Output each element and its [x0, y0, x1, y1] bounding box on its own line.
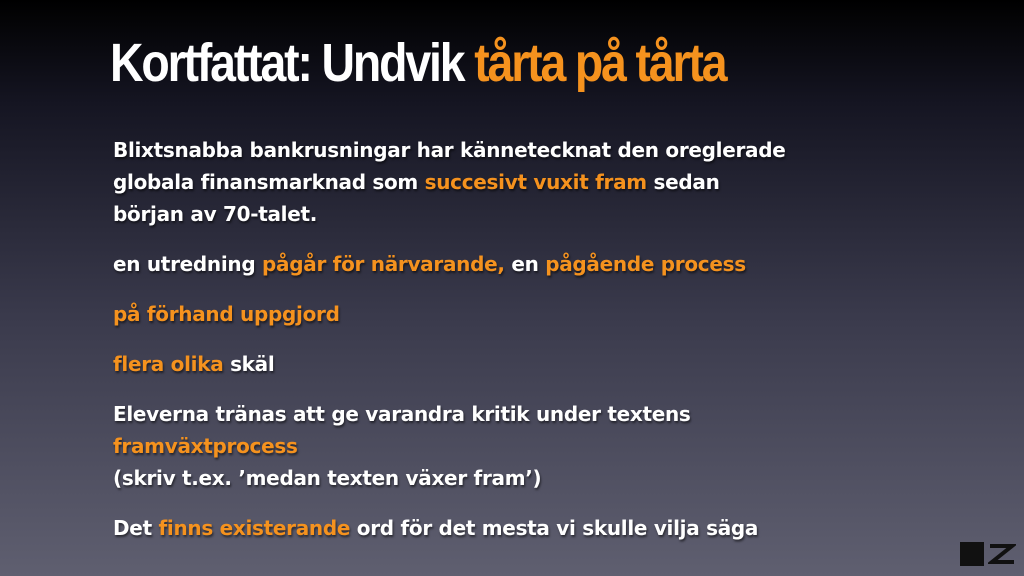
- highlighted-text: finns existerande: [158, 516, 351, 540]
- title-part-3: tårta på tårta: [474, 33, 726, 93]
- title-part-2: Undvik: [321, 33, 464, 93]
- text-line: [113, 198, 933, 230]
- paragraph: [113, 134, 933, 230]
- body-text: en: [504, 252, 546, 276]
- body-text: sedan: [646, 170, 720, 194]
- text-line: [113, 512, 933, 544]
- body-text: globala finansmarknad som: [113, 170, 425, 194]
- highlighted-text: flera olika: [113, 352, 224, 376]
- slide-body: [113, 134, 933, 562]
- paragraph: [113, 512, 933, 544]
- paragraph: [113, 248, 933, 280]
- text-line: [113, 462, 933, 494]
- slide-title: [110, 28, 725, 98]
- logo: [960, 542, 1016, 566]
- text-line: [113, 248, 933, 280]
- logo-zigzag-icon: [988, 542, 1016, 566]
- body-text: (skriv t.ex. ’medan texten växer fram’): [113, 466, 542, 490]
- title-part-1: Kortfattat:: [110, 33, 311, 93]
- text-line: [113, 430, 933, 462]
- highlighted-text: framväxtprocess: [113, 434, 298, 458]
- text-line: [113, 348, 933, 380]
- paragraph: [113, 398, 933, 494]
- text-line: [113, 134, 933, 166]
- body-text: ord för det mesta vi skulle vilja säga: [350, 516, 759, 540]
- body-text: Det: [113, 516, 159, 540]
- body-text: början av 70-talet.: [113, 202, 318, 226]
- highlighted-text: pågår för närvarande,: [262, 252, 505, 276]
- highlighted-text: på förhand uppgjord: [113, 302, 340, 326]
- text-line: [113, 166, 933, 198]
- logo-square-icon: [960, 542, 984, 566]
- body-text: Blixtsnabba bankrusningar har kännetecknat den oreglerade: [113, 138, 786, 162]
- text-line: [113, 298, 933, 330]
- paragraph: [113, 348, 933, 380]
- highlighted-text: succesivt vuxit fram: [424, 170, 647, 194]
- text-line: [113, 398, 933, 430]
- body-text: Eleverna tränas att ge varandra kritik under textens: [113, 402, 691, 426]
- body-text: skäl: [223, 352, 275, 376]
- highlighted-text: pågående process: [545, 252, 746, 276]
- paragraph: [113, 298, 933, 330]
- body-text: en utredning: [113, 252, 263, 276]
